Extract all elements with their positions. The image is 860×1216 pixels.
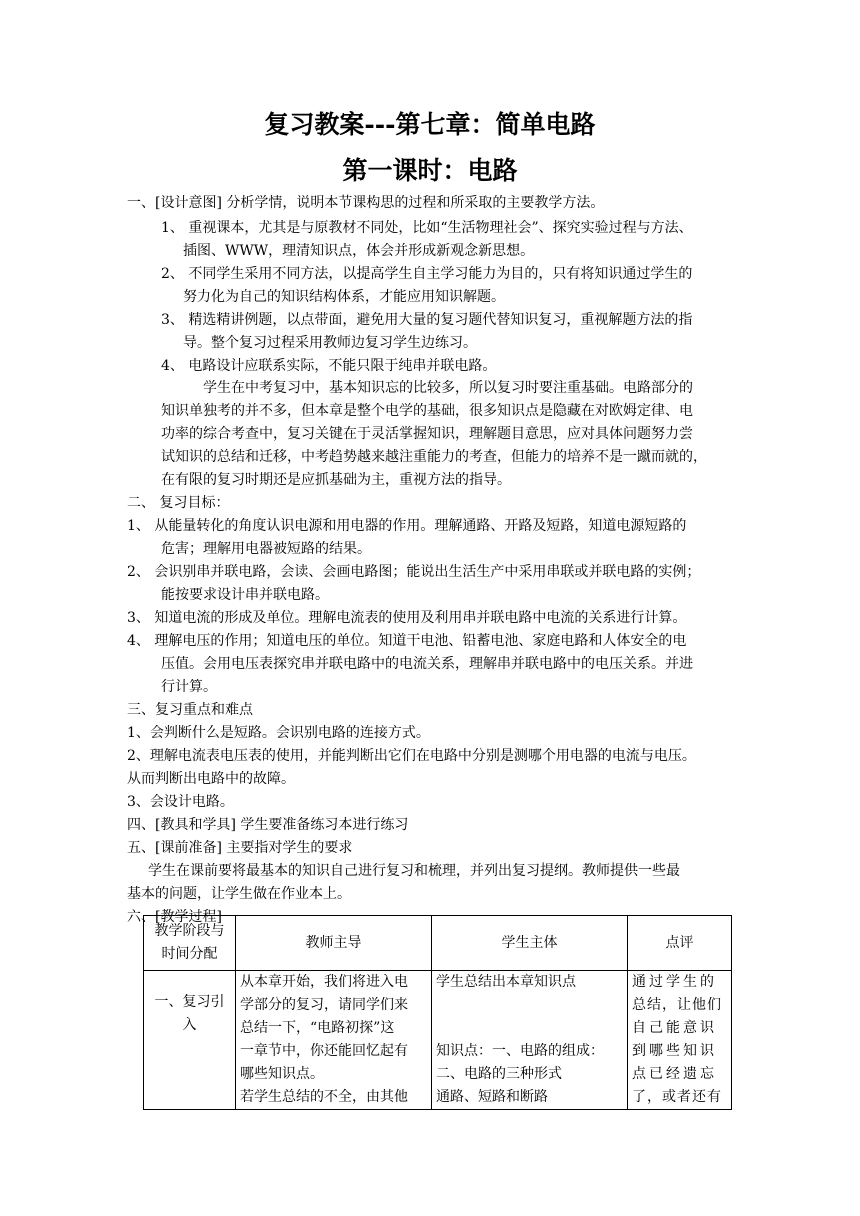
- text-line: 四、[教具和学具] 学生要准备练习本进行练习: [127, 817, 409, 833]
- text-line: 二、 复习目标：: [127, 495, 230, 511]
- header-comment: 点评: [628, 916, 732, 971]
- header-student: 学生主体: [432, 916, 628, 971]
- header-stage: 教学阶段与 时间分配: [144, 916, 236, 971]
- cell-student: 学生总结出本章知识点 知识点：一、电路的组成： 二、电路的三种形式 通路、短路和断路: [432, 971, 628, 1110]
- text-line: 努力化为自己的知识结构体系，才能应用知识解题。: [183, 289, 505, 305]
- text-line: 4、 理解电压的作用；知道电压的单位。知道干电池、铅蓄电池、家庭电路和人体安全的电: [127, 633, 687, 649]
- text-line: 试知识的总结和迁移，中考趋势越来越注重能力的考查，但能力的培养不是一蹴而就的，: [161, 449, 707, 465]
- document-subtitle: 第一课时：电路: [342, 156, 518, 185]
- text-line: 学生在中考复习中，基本知识忘的比较多，所以复习时要注重基础。电路部分的: [203, 380, 693, 396]
- text-line: 学生在课前要将最基本的知识自己进行复习和梳理，并列出复习提纲。教师提供一些最: [148, 863, 680, 879]
- cell-comment: 通过学生的 总结，让他们 自己能意识 到哪些知识 点已经遗忘 了，或者还有: [628, 971, 732, 1110]
- text-line: 1、 重视课本，尤其是与原教材不同处，比如“生活物理社会”、探究实验过程与方法、: [161, 220, 693, 236]
- text-line: 3、 精选精讲例题，以点带面，避免用大量的复习题代替知识复习，重视解题方法的指: [161, 312, 693, 328]
- text-line: 从而判断出电路中的故障。: [127, 771, 295, 787]
- text-line: 1、 从能量转化的角度认识电源和用电器的作用。理解通路、开路及短路，知道电源短路的: [127, 518, 687, 534]
- text-line: 2、 会识别串并联电路，会读、会画电路图；能说出生活生产中采用串联或并联电路的实例；: [127, 564, 701, 580]
- text-line: 4、 电路设计应联系实际，不能只限于纯串并联电路。: [161, 358, 497, 374]
- text-line: 三、复习重点和难点: [127, 702, 253, 718]
- teaching-process-table: [143, 915, 732, 1110]
- text-line: 基本的问题，让学生做在作业本上。: [127, 886, 351, 902]
- table-header-row: [144, 916, 732, 971]
- text-line: 功率的综合考查中，复习关键在于灵活掌握知识，理解题目意思，应对具体问题努力尝: [161, 426, 693, 442]
- text-line: 1、会判断什么是短路。会识别电路的连接方式。: [127, 725, 430, 741]
- cell-stage: 一、复习引 入: [144, 971, 236, 1110]
- header-teacher: 教师主导: [236, 916, 432, 971]
- document-title: 复习教案---第七章：简单电路: [264, 110, 596, 139]
- text-line: 危害；理解用电器被短路的结果。: [161, 541, 371, 557]
- text-line: 2、 不同学生采用不同方法，以提高学生自主学习能力为目的，只有将知识通过学生的: [161, 266, 693, 282]
- text-line: 五、[课前准备] 主要指对学生的要求: [127, 840, 353, 856]
- text-line: 导。整个复习过程采用教师边复习学生边练习。: [183, 335, 477, 351]
- text-line: 行计算。: [161, 679, 217, 695]
- text-line: 能按要求设计串并联电路。: [161, 587, 329, 603]
- text-line: 压值。会用电压表探究串并联电路中的电流关系，理解串并联电路中的电压关系。并进: [161, 656, 693, 672]
- text-line: 知识单独考的并不多，但本章是整个电学的基础，很多知识点是隐藏在对欧姆定律、电: [161, 403, 693, 419]
- text-line: 六、[教学过程]: [127, 909, 222, 925]
- text-line: 2、理解电流表电压表的使用，并能判断出它们在电路中分别是测哪个用电器的电流与电压。: [127, 748, 696, 764]
- text-line: 3、 知道电流的形成及单位。理解电流表的使用及利用串并联电路中电流的关系进行计算。: [127, 610, 687, 626]
- cell-teacher: 从本章开始，我们将进入电 学部分的复习，请同学们来 总结一下，“电路初探”这 一章节中，你还能回忆起有 哪些知识点。 若学生总结的不全，由其他: [236, 971, 432, 1110]
- text-line: 一、[设计意图] 分析学情，说明本节课构思的过程和所采取的主要教学方法。: [127, 195, 605, 211]
- text-line: 3、会设计电路。: [127, 794, 234, 810]
- text-line: 在有限的复习时期还是应抓基础为主，重视方法的指导。: [161, 472, 511, 488]
- text-line: 插图、WWW，理清知识点，体会并形成新观念新思想。: [183, 243, 535, 259]
- table-row: [144, 971, 732, 1110]
